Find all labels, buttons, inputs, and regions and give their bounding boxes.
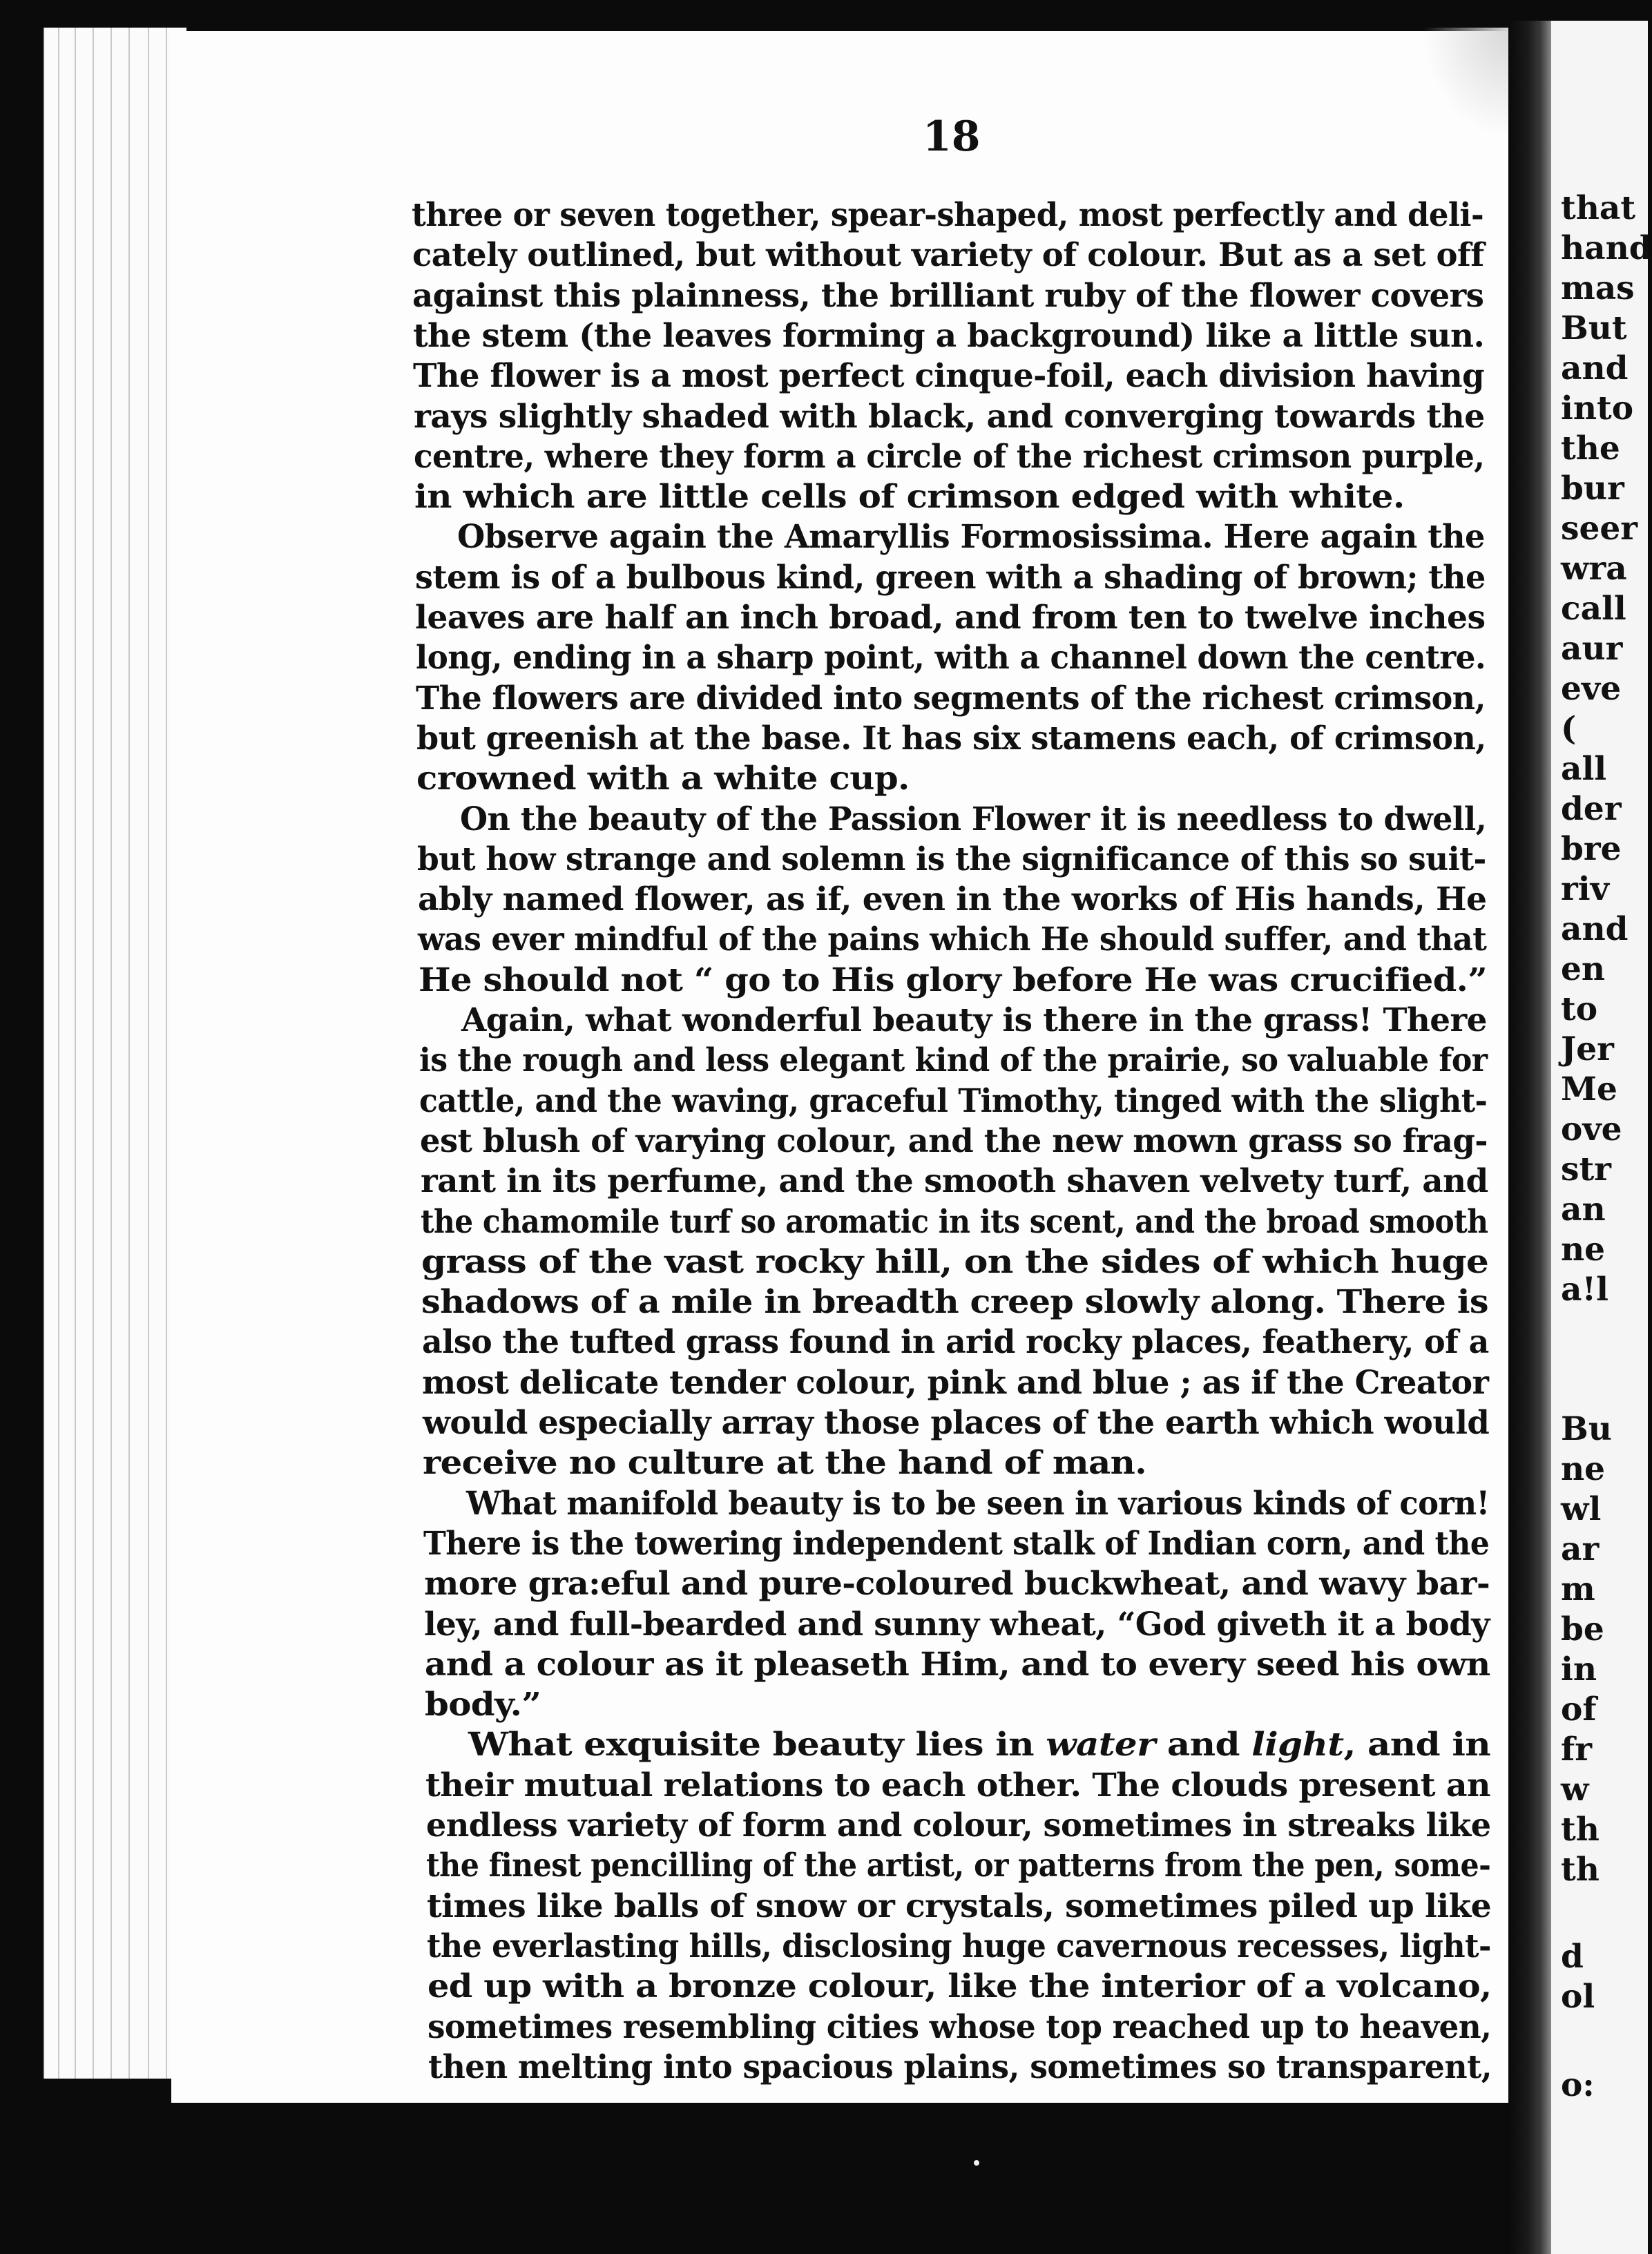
facing-page-fragment: But — [1561, 309, 1627, 347]
facing-page-fragment: riv — [1561, 870, 1609, 908]
facing-page-fragment: call — [1561, 590, 1626, 628]
text-line: ley, and full-bearded and sunny wheat, “God giveth it a body — [424, 1605, 1490, 1644]
text-line: est blush of varying colour, and the new mown grass so frag- — [420, 1121, 1488, 1160]
text-segment: , and in — [1343, 1726, 1490, 1764]
text-line: rays slightly shaded with black, and converging towards the — [413, 397, 1485, 436]
text-line: and a colour as it pleaseth Him, and to every seed his own — [424, 1645, 1490, 1684]
text-line: grass of the vast rocky hill, on the sides of which huge — [421, 1242, 1488, 1281]
facing-page-fragment: Me — [1561, 1070, 1617, 1108]
facing-page-fragment: to — [1561, 990, 1598, 1028]
text-line: the stem (the leaves forming a background) like a little sun. — [412, 316, 1484, 355]
facing-page-fragment: w — [1561, 1771, 1589, 1809]
text-line: against this plainness, the brilliant ruby of the flower covers — [412, 276, 1484, 315]
text-line: There is the towering independent stalk of Indian corn, and the — [423, 1524, 1490, 1563]
facing-page-fragment: bre — [1561, 830, 1622, 868]
facing-page-fragment: en — [1561, 950, 1606, 988]
page-edge-line — [93, 28, 94, 2079]
text-line: times like balls of snow or crystals, sometimes piled up like — [426, 1887, 1491, 1925]
text-line: the chamomile turf so aromatic in its scent, and the broad smooth — [421, 1202, 1488, 1241]
facing-page-fragment: ( — [1561, 710, 1577, 748]
text-line: endless variety of form and colour, sometimes in streaks like — [425, 1807, 1491, 1844]
text-line: was ever mindful of the pains which He should suffer, and that — [418, 921, 1487, 959]
facing-page-fragment: o: — [1561, 2066, 1595, 2104]
text-line: would especially array those places of the earth which would — [422, 1404, 1489, 1442]
text-line: What manifold beauty is to be seen in various kinds of corn! — [465, 1484, 1490, 1523]
text-line: rant in its perfume, and the smooth shaven velvety turf, and — [420, 1162, 1488, 1201]
text-line: leaves are half an inch broad, and from ten to twelve inches — [415, 599, 1486, 637]
page-edge-line — [166, 28, 167, 2079]
facing-page-fragment: th — [1561, 1851, 1600, 1889]
text-line: in which are little cells of crimson edged with white. — [414, 478, 1405, 517]
text-line: also the tufted grass found in arid rocky places, feathery, of a — [421, 1323, 1489, 1362]
text-line: then melting into spacious plains, sometimes so transparent, — [428, 2048, 1492, 2086]
text-line: the everlasting hills, disclosing huge cavernous recesses, light- — [427, 1927, 1492, 1965]
text-line: the finest pencilling of the artist, or patterns from the pen, some- — [426, 1847, 1491, 1885]
text-line: He should not “ go to His glory before He was crucified.” — [418, 961, 1487, 999]
text-line: cately outlined, but without variety of colour. But as a set off — [412, 236, 1484, 275]
text-line: sometimes resembling cities whose top reached up to heaven, — [428, 2007, 1492, 2046]
text-line: their mutual relations to each other. The clouds present an — [425, 1766, 1491, 1804]
facing-page-fragment: wra — [1561, 550, 1627, 588]
page-edge-line — [128, 28, 130, 2079]
facing-page-fragment: m — [1561, 1570, 1595, 1608]
text-line — [468, 1726, 1490, 1764]
facing-page-fragment: ove — [1561, 1110, 1622, 1148]
text-line: shadows of a mile in breadth creep slowly along. There is — [421, 1283, 1489, 1322]
facing-page-fragment: fr — [1561, 1731, 1592, 1769]
facing-page-fragment: the — [1561, 430, 1620, 468]
facing-page-fragment: an — [1561, 1191, 1606, 1229]
facing-page-fragment: Jer — [1561, 1030, 1614, 1068]
page-edge-line — [148, 28, 149, 2079]
facing-page-fragment: th — [1561, 1811, 1600, 1849]
facing-page-fragment: seer — [1561, 510, 1638, 548]
page-edge-line — [75, 28, 76, 2079]
text-segment: What exquisite beauty lies in — [468, 1726, 1046, 1764]
print-speck — [974, 2160, 979, 2166]
facing-page-fragment: ne — [1561, 1450, 1606, 1488]
facing-page-fragment: in — [1561, 1650, 1597, 1688]
text-line: ed up with a bronze colour, like the interior of a volcano, — [427, 1967, 1492, 2006]
italic-word: light — [1251, 1726, 1344, 1764]
book-gutter — [1508, 21, 1551, 2254]
facing-page-fragment: a!l — [1561, 1271, 1608, 1309]
facing-page-fragment: mas — [1561, 269, 1635, 307]
text-line: ably named flower, as if, even in the works of His hands, He — [417, 880, 1487, 919]
page-edge-stack — [43, 28, 186, 2079]
facing-page-fragment: hand — [1561, 229, 1652, 267]
facing-page-fragment: aur — [1561, 630, 1623, 668]
text-line: but how strange and solemn is the significance of this so suit- — [417, 840, 1487, 878]
facing-page-fragment: wl — [1561, 1490, 1602, 1528]
text-line: On the beauty of the Passion Flower it is needless to dwell, — [459, 800, 1486, 838]
facing-page-fragment: eve — [1561, 670, 1622, 708]
facing-page-fragment: be — [1561, 1610, 1604, 1648]
facing-page-fragment: and — [1561, 910, 1629, 948]
facing-page-fragment: of — [1561, 1690, 1597, 1728]
page-edge-line — [111, 28, 112, 2079]
facing-page-fragment: all — [1561, 750, 1607, 788]
text-line: The flower is a most perfect cinque-foil, each division having — [413, 357, 1485, 396]
facing-page-fragment: and — [1561, 349, 1629, 387]
text-line: receive no culture at the hand of man. — [423, 1444, 1147, 1483]
facing-page-fragment: ne — [1561, 1231, 1606, 1269]
text-line: body.” — [425, 1686, 541, 1724]
text-line: more gra:eful and pure-coloured buckwheat, and wavy bar- — [423, 1565, 1490, 1603]
text-line: crowned with a white cup. — [416, 760, 910, 798]
italic-word: water — [1046, 1726, 1155, 1764]
text-line: is the rough and less elegant kind of the prairie, so valuable for — [419, 1041, 1488, 1080]
text-line: Again, what wonderful beauty is there in the grass! There — [461, 1001, 1488, 1039]
facing-page-fragment: Bu — [1561, 1410, 1612, 1448]
facing-page-fragment: that — [1561, 189, 1636, 227]
text-line: The flowers are divided into segments of the richest crimson, — [416, 679, 1486, 717]
text-line: centre, where they form a circle of the richest crimson purple, — [414, 437, 1485, 476]
text-line: most delicate tender colour, pink and blue ; as if the Creator — [422, 1363, 1489, 1402]
facing-page-fragment: into — [1561, 389, 1634, 427]
text-line: but greenish at the base. It has six stamens each, of crimson, — [416, 719, 1486, 758]
facing-page-fragment: der — [1561, 790, 1622, 828]
text-line: Observe again the Amaryllis Formosissima. Here again the — [457, 518, 1486, 557]
facing-page — [1551, 21, 1652, 2254]
facing-page-fragment: ol — [1561, 1978, 1595, 2016]
facing-page-fragment: d — [1561, 1938, 1584, 1976]
facing-page-fragment: bur — [1561, 470, 1624, 508]
text-segment: and — [1155, 1726, 1251, 1764]
text-line: long, ending in a sharp point, with a channel down the centre. — [415, 639, 1486, 677]
text-line: three or seven together, spear-shaped, most perfectly and deli- — [412, 196, 1484, 234]
text-line: cattle, and the waving, graceful Timothy, tinged with the slight- — [419, 1081, 1488, 1120]
page-edge-line — [58, 28, 59, 2079]
facing-page-fragment: ar — [1561, 1530, 1600, 1568]
facing-page-fragment: str — [1561, 1150, 1611, 1188]
text-line: stem is of a bulbous kind, green with a shading of brown; the — [414, 558, 1486, 597]
page-number: 18 — [923, 113, 981, 161]
page-corner-shadow — [1423, 28, 1508, 138]
